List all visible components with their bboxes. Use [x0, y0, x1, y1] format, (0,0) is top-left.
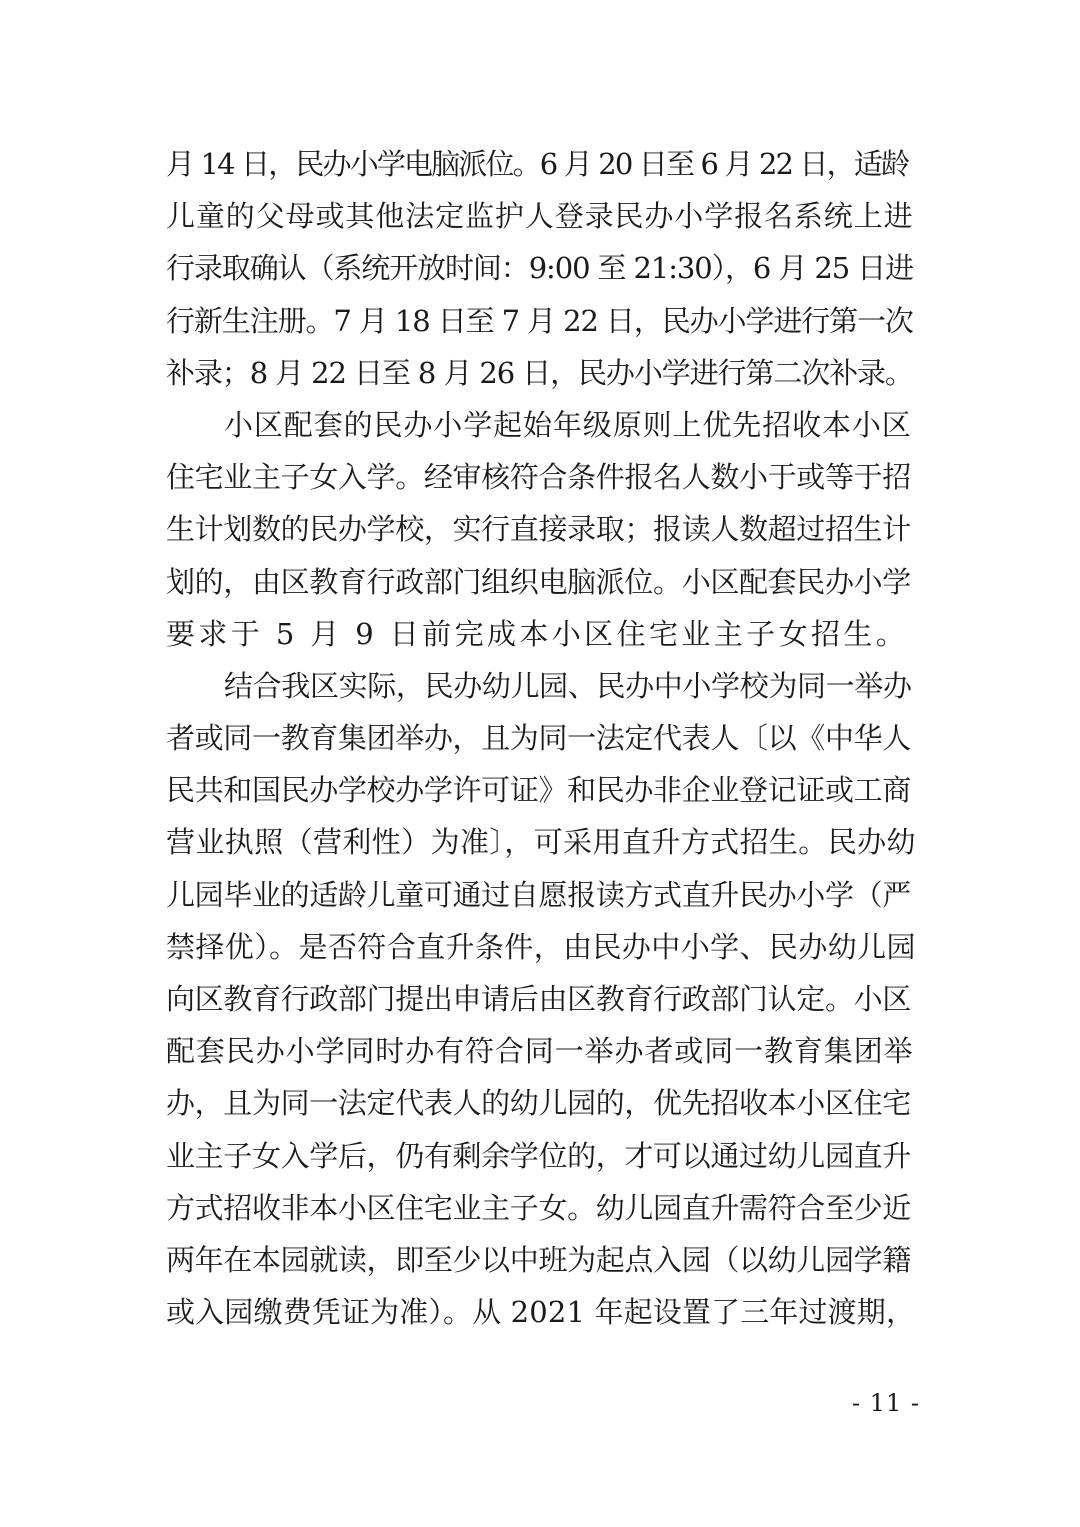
text-line: 营业执照（营利性）为准〕，可采用直升方式招生。民办幼	[166, 825, 916, 860]
paragraph-first-line: 结合我区实际，民办幼儿园、民办中小学校为同一举办	[224, 668, 912, 703]
text-line: 儿园毕业的适龄儿童可通过自愿报读方式直升民办小学（严	[166, 877, 911, 912]
text-line: 者或同一教育集团举办，且为同一法定代表人〔以《中华人	[166, 721, 911, 756]
text-line: 行录取确认（系统开放时间：9:00 至 21:30），6 月 25 日进	[166, 251, 914, 286]
text-line: 住宅业主子女入学。经审核符合条件报名人数小于或等于招	[166, 460, 911, 495]
page-number: - 11 -	[851, 1389, 920, 1417]
paragraph-first-line: 小区配套的民办小学起始年级原则上优先招收本小区	[224, 407, 912, 442]
text-line: 要求于 5 月 9 日前完成本小区住宅业主子女招生。	[166, 616, 909, 651]
text-line: 民共和国民办学校办学许可证》和民办非企业登记证或工商	[166, 773, 911, 808]
text-line: 配套民办小学同时办有符合同一举办者或同一教育集团举	[166, 1034, 914, 1069]
text-line: 补录；8 月 22 日至 8 月 26 日，民办小学进行第二次补录。	[166, 355, 913, 390]
text-line: 两年在本园就读，即至少以中班为起点入园（以幼儿园学籍	[166, 1242, 911, 1277]
text-line: 儿童的父母或其他法定监护人登录民办小学报名系统上进	[166, 199, 914, 234]
text-line: 向区教育行政部门提出申请后由区教育行政部门认定。小区	[166, 982, 911, 1016]
text-line: 行新生注册。7 月 18 日至 7 月 22 日，民办小学进行第一次	[166, 303, 913, 338]
text-line: 生计划数的民办学校，实行直接录取；报读人数超过招生计	[166, 512, 911, 547]
text-line: 划的，由区教育行政部门组织电脑派位。小区配套民办小学	[166, 564, 911, 599]
text-line: 业主子女入学后，仍有剩余学位的，才可以通过幼儿园直升	[166, 1138, 911, 1173]
body-text	[166, 138, 916, 1338]
text-line: 方式招收非本小区住宅业主子女。幼儿园直升需符合至少近	[166, 1190, 911, 1225]
text-line: 办，且为同一法定代表人的幼儿园的，优先招收本小区住宅	[166, 1086, 911, 1121]
text-line: 禁择优）。是否符合直升条件，由民办中小学、民办幼儿园	[166, 929, 916, 964]
text-line: 月 14 日，民办小学电脑派位。6 月 20 日至 6 月 22 日，适龄	[166, 147, 909, 181]
text-line: 或入园缴费凭证为准）。从 2021 年起设置了三年过渡期，	[166, 1295, 916, 1330]
